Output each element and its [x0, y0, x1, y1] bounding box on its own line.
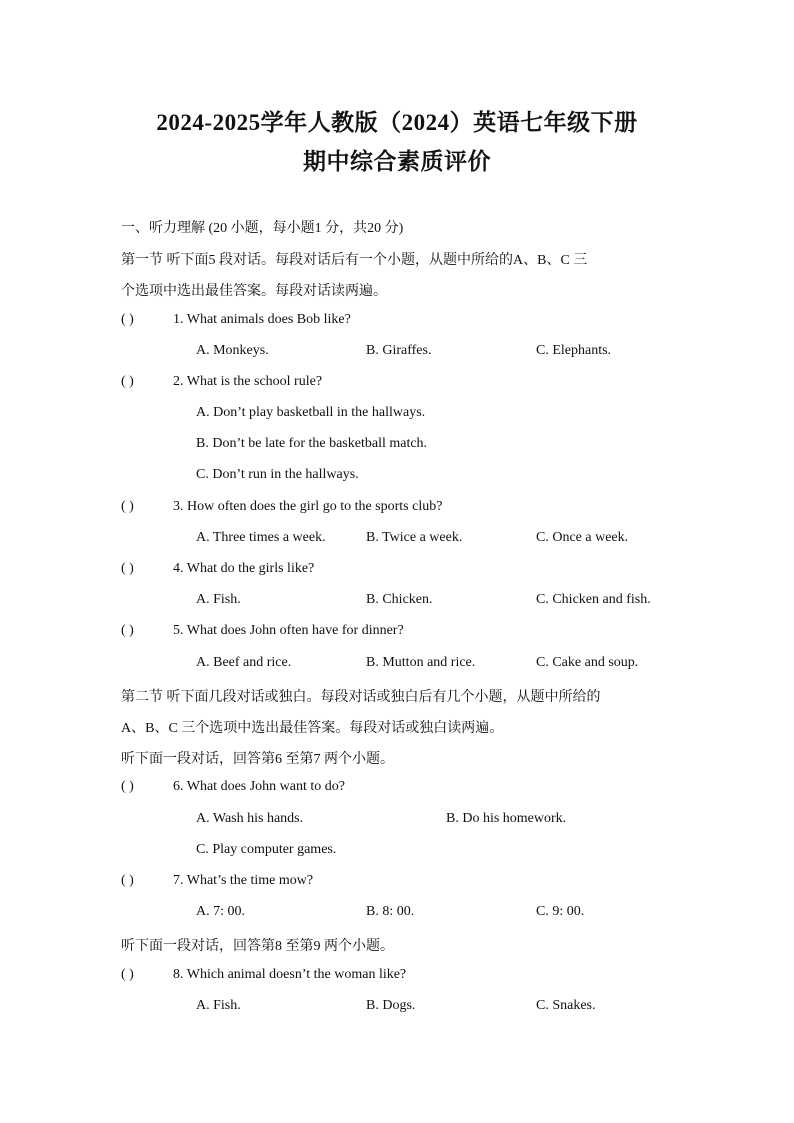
- part2-instructions-line2: A、B、C 三个选项中选出最佳答案。每段对话或独白读两遍。: [121, 721, 504, 736]
- option-b: B. Dogs.: [366, 998, 416, 1013]
- part2-instructions-line1: 第二节 听下面几段对话或独白。每段对话或独白后有几个小题，从题中所给的: [121, 690, 601, 705]
- option-b: B. Twice a week.: [366, 530, 463, 545]
- question-text: 4. What do the girls like?: [173, 561, 315, 576]
- exam-title: 2024-2025学年人教版（2024）英语七年级下册: [156, 110, 638, 135]
- answer-blank[interactable]: ( ): [121, 967, 134, 982]
- question-4: [121, 561, 314, 577]
- question-text: 2. What is the school rule?: [173, 374, 323, 389]
- option-b: B. Chicken.: [366, 592, 433, 607]
- answer-blank[interactable]: ( ): [121, 561, 134, 576]
- option-c: C. Snakes.: [536, 998, 596, 1013]
- exam-subtitle: 期中综合素质评价: [303, 149, 491, 174]
- part1-instructions-line1: 第一节 听下面5 段对话。每段对话后有一个小题，从题中所给的A、B、C 三: [121, 253, 588, 268]
- section-heading-listening: 一、听力理解 (20 小题，每小题1 分，共20 分): [121, 221, 404, 236]
- option-a: A. Wash his hands.: [196, 811, 304, 826]
- question-text: 3. How often does the girl go to the sports club?: [173, 499, 443, 514]
- question-6: [121, 779, 345, 795]
- option-b: B. Mutton and rice.: [366, 655, 476, 670]
- answer-blank[interactable]: ( ): [121, 779, 134, 794]
- option-b: B. 8: 00.: [366, 904, 415, 919]
- answer-blank[interactable]: ( ): [121, 623, 134, 638]
- question-8: [121, 967, 406, 983]
- question-text: 6. What does John want to do?: [173, 779, 345, 794]
- option-a: A. Don’t play basketball in the hallways.: [196, 405, 426, 420]
- part1-instructions-line2: 个选项中选出最佳答案。每段对话读两遍。: [121, 284, 387, 299]
- option-c: C. Play computer games.: [196, 842, 337, 857]
- option-b: B. Don’t be late for the basketball match.: [196, 436, 428, 451]
- option-b: B. Do his homework.: [446, 811, 567, 826]
- question-1: [121, 312, 351, 328]
- option-b: B. Giraffes.: [366, 343, 432, 358]
- question-2: [121, 374, 322, 390]
- option-a: A. Monkeys.: [196, 343, 269, 358]
- question-text: 7. What’s the time mow?: [173, 873, 314, 888]
- option-a: A. Fish.: [196, 592, 241, 607]
- option-c: C. Cake and soup.: [536, 655, 639, 670]
- group-instructions-q8-q9: 听下面一段对话，回答第8 至第9 两个小题。: [121, 939, 394, 954]
- answer-blank[interactable]: ( ): [121, 312, 134, 327]
- question-text: 5. What does John often have for dinner?: [173, 623, 404, 638]
- option-a: A. 7: 00.: [196, 904, 245, 919]
- question-5: [121, 623, 404, 639]
- answer-blank[interactable]: ( ): [121, 499, 134, 514]
- question-3: [121, 499, 442, 515]
- option-a: A. Three times a week.: [196, 530, 326, 545]
- option-a: A. Beef and rice.: [196, 655, 292, 670]
- option-c: C. 9: 00.: [536, 904, 585, 919]
- option-c: C. Once a week.: [536, 530, 629, 545]
- option-c: C. Don’t run in the hallways.: [196, 467, 359, 482]
- answer-blank[interactable]: ( ): [121, 374, 134, 389]
- question-7: [121, 873, 313, 889]
- answer-blank[interactable]: ( ): [121, 873, 134, 888]
- group-instructions-q6-q7: 听下面一段对话，回答第6 至第7 两个小题。: [121, 752, 394, 767]
- option-c: C. Chicken and fish.: [536, 592, 651, 607]
- option-c: C. Elephants.: [536, 343, 612, 358]
- question-text: 8. Which animal doesn’t the woman like?: [173, 967, 407, 982]
- option-a: A. Fish.: [196, 998, 241, 1013]
- question-text: 1. What animals does Bob like?: [173, 312, 351, 327]
